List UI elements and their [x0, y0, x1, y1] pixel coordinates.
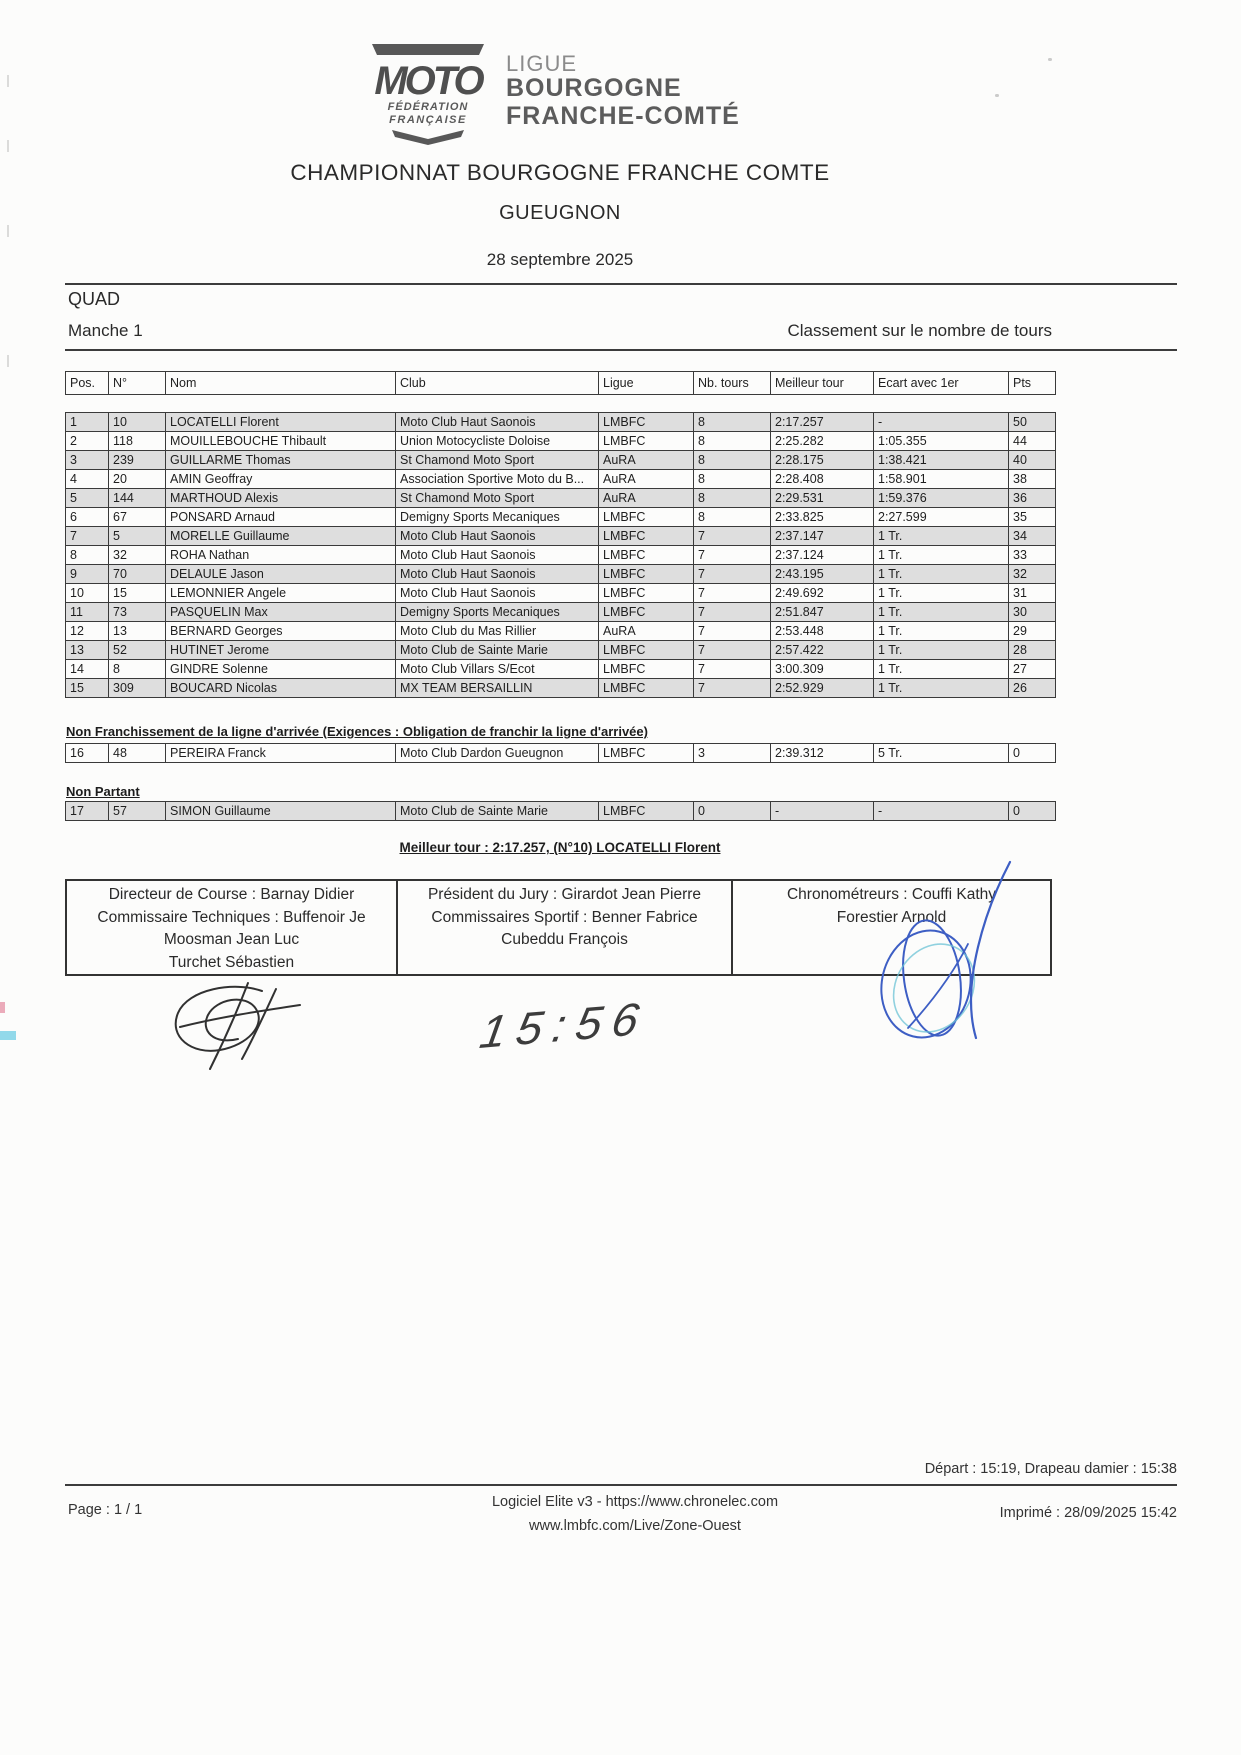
cell-pts: 32: [1009, 565, 1056, 584]
cell-pts: 0: [1009, 802, 1056, 821]
cell-pos: 9: [66, 565, 109, 584]
cell-num: 118: [109, 432, 166, 451]
software-line1: Logiciel Elite v3 - https://www.chronelec.com: [491, 1494, 779, 1510]
svg-text:FÉDÉRATION: FÉDÉRATION: [387, 101, 469, 113]
signature-blue-icon: [848, 856, 1023, 1051]
cell-pos: 6: [66, 508, 109, 527]
cell-club: MX TEAM BERSAILLIN: [396, 679, 599, 698]
official-line: Moosman Jean Luc: [163, 931, 300, 948]
cell-gap: 1 Tr.: [874, 584, 1009, 603]
cell-gap: 1 Tr.: [874, 622, 1009, 641]
cell-tours: 7: [694, 660, 771, 679]
cell-nom: MORELLE Guillaume: [166, 527, 396, 546]
cell-tours: 0: [694, 802, 771, 821]
heat-label: Manche 1: [68, 321, 143, 340]
cell-ligue: LMBFC: [599, 679, 694, 698]
cell-club: Moto Club de Sainte Marie: [396, 802, 599, 821]
official-line: Forestier Arnold: [836, 908, 947, 926]
cell-pts: 29: [1009, 622, 1056, 641]
cell-club: Moto Club Haut Saonois: [396, 565, 599, 584]
cell-best: 2:29.531: [771, 489, 874, 508]
cell-ligue: LMBFC: [599, 508, 694, 527]
official-line: Turchet Sébastien: [168, 953, 295, 971]
cell-gap: 1 Tr.: [874, 641, 1009, 660]
official-line: Commissaire Techniques : Buffenoir Je: [97, 908, 366, 926]
cell-pos: 13: [66, 641, 109, 660]
scan-artifact-pink: [0, 1002, 5, 1013]
cell-pts: 28: [1009, 641, 1056, 660]
cell-gap: 1:59.376: [874, 489, 1009, 508]
cell-pts: 35: [1009, 508, 1056, 527]
result-row: [66, 679, 1056, 698]
page-title: CHAMPIONNAT BOURGOGNE FRANCHE COMTE: [290, 160, 830, 185]
cell-gap: 1 Tr.: [874, 527, 1009, 546]
start-finish-times: Départ : 15:19, Drapeau damier : 15:38: [924, 1461, 1177, 1477]
official-line: Président du Jury : Girardot Jean Pierre: [427, 886, 702, 903]
non-starters-title: Non Partant: [66, 784, 140, 799]
cell-ligue: LMBFC: [599, 527, 694, 546]
cell-best: 2:37.124: [771, 546, 874, 565]
cell-pts: 31: [1009, 584, 1056, 603]
cell-num: 239: [109, 451, 166, 470]
cell-club: Moto Club Haut Saonois: [396, 546, 599, 565]
col-header-gap: Ecart avec 1er: [874, 372, 1009, 395]
printed-timestamp: Imprimé : 28/09/2025 15:42: [999, 1505, 1177, 1521]
cell-pts: 34: [1009, 527, 1056, 546]
cell-club: St Chamond Moto Sport: [396, 489, 599, 508]
cell-best: 2:49.692: [771, 584, 874, 603]
cell-nom: MARTHOUD Alexis: [166, 489, 396, 508]
result-row: [66, 489, 1056, 508]
result-row: [66, 744, 1056, 763]
cell-nom: BERNARD Georges: [166, 622, 396, 641]
cell-num: 309: [109, 679, 166, 698]
cell-nom: LOCATELLI Florent: [166, 413, 396, 432]
cell-num: 52: [109, 641, 166, 660]
official-line: Cubeddu François: [501, 931, 628, 948]
officials-col-jury: [398, 881, 733, 974]
cell-tours: 7: [694, 603, 771, 622]
cell-pts: 30: [1009, 603, 1056, 622]
cell-gap: 1 Tr.: [874, 660, 1009, 679]
cell-club: Moto Club Dardon Gueugnon: [396, 744, 599, 763]
cell-gap: 1 Tr.: [874, 603, 1009, 622]
result-row: [66, 508, 1056, 527]
result-row: [66, 660, 1056, 679]
cell-ligue: AuRA: [599, 470, 694, 489]
cell-club: Moto Club Haut Saonois: [396, 413, 599, 432]
event-date: 28 septembre 2025: [486, 250, 634, 269]
cell-pos: 2: [66, 432, 109, 451]
cell-num: 8: [109, 660, 166, 679]
best-lap-line: Meilleur tour : 2:17.257, (N°10) LOCATELLI Florent: [399, 840, 721, 855]
result-row: [66, 527, 1056, 546]
cell-gap: 2:27.599: [874, 508, 1009, 527]
cell-club: Moto Club Haut Saonois: [396, 527, 599, 546]
cell-gap: 1 Tr.: [874, 679, 1009, 698]
cell-pts: 44: [1009, 432, 1056, 451]
official-line: Commissaires Sportif : Benner Fabrice: [431, 908, 698, 926]
cell-num: 13: [109, 622, 166, 641]
category-label: QUAD: [68, 289, 121, 309]
cell-num: 57: [109, 802, 166, 821]
cell-best: 2:51.847: [771, 603, 874, 622]
cell-nom: PONSARD Arnaud: [166, 508, 396, 527]
cell-nom: DELAULE Jason: [166, 565, 396, 584]
result-row: [66, 603, 1056, 622]
divider: [65, 1484, 1177, 1486]
cell-best: 2:57.422: [771, 641, 874, 660]
cell-ligue: LMBFC: [599, 584, 694, 603]
cell-num: 32: [109, 546, 166, 565]
moto-logo-text: MOTO: [374, 59, 482, 103]
cell-pos: 7: [66, 527, 109, 546]
officials-col-race-direction: [67, 881, 398, 974]
ffm-moto-logo: [362, 42, 494, 150]
ligue-line2: BOURGOGNE: [506, 74, 682, 103]
cell-ligue: LMBFC: [599, 413, 694, 432]
col-header-num: N°: [109, 372, 166, 395]
cell-pts: 0: [1009, 744, 1056, 763]
ligue-line3: FRANCHE-COMTÉ: [506, 102, 740, 131]
cell-gap: 5 Tr.: [874, 744, 1009, 763]
cell-pos: 11: [66, 603, 109, 622]
cell-num: 20: [109, 470, 166, 489]
cell-num: 70: [109, 565, 166, 584]
divider: [65, 349, 1177, 351]
cell-nom: BOUCARD Nicolas: [166, 679, 396, 698]
cell-club: Moto Club du Mas Rillier: [396, 622, 599, 641]
venue-title: GUEUGNON: [499, 202, 621, 224]
software-line2: www.lmbfc.com/Live/Zone-Ouest: [529, 1518, 741, 1534]
cell-gap: 1:38.421: [874, 451, 1009, 470]
cell-num: 10: [109, 413, 166, 432]
cell-ligue: LMBFC: [599, 660, 694, 679]
cell-num: 15: [109, 584, 166, 603]
cell-tours: 8: [694, 451, 771, 470]
cell-tours: 7: [694, 527, 771, 546]
scan-artifact-cyan: [0, 1031, 16, 1040]
cell-nom: GUILLARME Thomas: [166, 451, 396, 470]
results-table: [65, 412, 1056, 698]
cell-ligue: LMBFC: [599, 546, 694, 565]
cell-nom: PASQUELIN Max: [166, 603, 396, 622]
cell-tours: 8: [694, 508, 771, 527]
cell-nom: MOUILLEBOUCHE Thibault: [166, 432, 396, 451]
cell-club: Moto Club Haut Saonois: [396, 584, 599, 603]
cell-best: 2:33.825: [771, 508, 874, 527]
official-line: Chronométreurs : Couffi Kathy: [786, 886, 997, 903]
cell-gap: 1 Tr.: [874, 546, 1009, 565]
cell-tours: 8: [694, 413, 771, 432]
cell-tours: 7: [694, 546, 771, 565]
cell-pts: 40: [1009, 451, 1056, 470]
non-finishers-title: Non Franchissement de la ligne d'arrivée (Exigences : Obligation de franchir la ligne d'arrivée): [66, 724, 648, 739]
cell-pos: 15: [66, 679, 109, 698]
cell-nom: AMIN Geoffray: [166, 470, 396, 489]
cell-club: St Chamond Moto Sport: [396, 451, 599, 470]
non-finishers-table: [65, 743, 1056, 763]
result-row: [66, 641, 1056, 660]
cell-nom: GINDRE Solenne: [166, 660, 396, 679]
cell-ligue: LMBFC: [599, 641, 694, 660]
cell-pts: 27: [1009, 660, 1056, 679]
cell-gap: 1:58.901: [874, 470, 1009, 489]
col-header-pts: Pts: [1009, 372, 1056, 395]
scan-artifact-dot: [1048, 58, 1052, 61]
cell-gap: 1 Tr.: [874, 565, 1009, 584]
cell-best: 2:28.408: [771, 470, 874, 489]
classification-label: Classement sur le nombre de tours: [787, 321, 1052, 340]
cell-gap: -: [874, 413, 1009, 432]
cell-ligue: AuRA: [599, 489, 694, 508]
cell-best: 3:00.309: [771, 660, 874, 679]
result-row: [66, 413, 1056, 432]
result-row: [66, 802, 1056, 821]
cell-tours: 7: [694, 622, 771, 641]
cell-pos: 12: [66, 622, 109, 641]
cell-club: Demigny Sports Mecaniques: [396, 508, 599, 527]
cell-tours: 7: [694, 565, 771, 584]
divider: [65, 283, 1177, 285]
col-header-best: Meilleur tour: [771, 372, 874, 395]
cell-tours: 8: [694, 470, 771, 489]
cell-nom: HUTINET Jerome: [166, 641, 396, 660]
signature-black-icon: [150, 975, 320, 1075]
cell-gap: -: [874, 802, 1009, 821]
result-row: [66, 584, 1056, 603]
cell-nom: SIMON Guillaume: [166, 802, 396, 821]
scan-artifact-tick: [7, 225, 9, 237]
cell-tours: 7: [694, 641, 771, 660]
cell-ligue: LMBFC: [599, 744, 694, 763]
official-line: Directeur de Course : Barnay Didier: [108, 886, 355, 903]
cell-num: 144: [109, 489, 166, 508]
results-header-row: [65, 371, 1056, 395]
cell-nom: PEREIRA Franck: [166, 744, 396, 763]
cell-pos: 1: [66, 413, 109, 432]
scan-artifact-dot: [995, 94, 999, 97]
cell-pts: 33: [1009, 546, 1056, 565]
cell-ligue: AuRA: [599, 622, 694, 641]
moto-shield-icon: [362, 42, 494, 145]
result-row: [66, 622, 1056, 641]
cell-club: Moto Club Villars S/Ecot: [396, 660, 599, 679]
cell-pos: 10: [66, 584, 109, 603]
result-row: [66, 546, 1056, 565]
cell-pos: 5: [66, 489, 109, 508]
cell-num: 67: [109, 508, 166, 527]
cell-pos: 17: [66, 802, 109, 821]
result-row: [66, 565, 1056, 584]
cell-pos: 3: [66, 451, 109, 470]
svg-text:FRANÇAISE: FRANÇAISE: [389, 114, 467, 126]
cell-tours: 8: [694, 432, 771, 451]
cell-pos: 16: [66, 744, 109, 763]
cell-ligue: LMBFC: [599, 603, 694, 622]
cell-pts: 36: [1009, 489, 1056, 508]
cell-best: 2:17.257: [771, 413, 874, 432]
cell-pos: 4: [66, 470, 109, 489]
header-row: [66, 372, 1056, 395]
cell-num: 5: [109, 527, 166, 546]
non-starters-table: [65, 801, 1056, 821]
result-row: [66, 432, 1056, 451]
result-row: [66, 451, 1056, 470]
handwritten-time: 15:56: [476, 991, 653, 1059]
col-header-club: Club: [396, 372, 599, 395]
cell-gap: 1:05.355: [874, 432, 1009, 451]
cell-ligue: LMBFC: [599, 565, 694, 584]
cell-best: 2:53.448: [771, 622, 874, 641]
cell-club: Association Sportive Moto du B...: [396, 470, 599, 489]
cell-ligue: LMBFC: [599, 432, 694, 451]
cell-best: 2:43.195: [771, 565, 874, 584]
cell-tours: 7: [694, 584, 771, 603]
scan-artifact-tick: [7, 355, 9, 367]
cell-pos: 14: [66, 660, 109, 679]
cell-club: Moto Club de Sainte Marie: [396, 641, 599, 660]
cell-best: 2:25.282: [771, 432, 874, 451]
cell-nom: ROHA Nathan: [166, 546, 396, 565]
cell-tours: 8: [694, 489, 771, 508]
cell-num: 48: [109, 744, 166, 763]
cell-tours: 7: [694, 679, 771, 698]
cell-best: -: [771, 802, 874, 821]
col-header-tours: Nb. tours: [694, 372, 771, 395]
cell-club: Demigny Sports Mecaniques: [396, 603, 599, 622]
scan-artifact-tick: [7, 140, 9, 152]
col-header-pos: Pos.: [66, 372, 109, 395]
scan-artifact-tick: [7, 75, 9, 87]
cell-best: 2:37.147: [771, 527, 874, 546]
cell-nom: LEMONNIER Angele: [166, 584, 396, 603]
cell-pos: 8: [66, 546, 109, 565]
cell-best: 2:52.929: [771, 679, 874, 698]
cell-best: 2:39.312: [771, 744, 874, 763]
col-header-nom: Nom: [166, 372, 396, 395]
cell-tours: 3: [694, 744, 771, 763]
cell-club: Union Motocycliste Doloise: [396, 432, 599, 451]
page-number: Page : 1 / 1: [68, 1502, 143, 1518]
result-row: [66, 470, 1056, 489]
cell-best: 2:28.175: [771, 451, 874, 470]
ligue-wordmark: [506, 52, 740, 130]
cell-ligue: AuRA: [599, 451, 694, 470]
cell-pts: 26: [1009, 679, 1056, 698]
cell-ligue: LMBFC: [599, 802, 694, 821]
ligue-line1: LIGUE: [506, 51, 578, 76]
cell-pts: 38: [1009, 470, 1056, 489]
cell-num: 73: [109, 603, 166, 622]
cell-pts: 50: [1009, 413, 1056, 432]
col-header-ligue: Ligue: [599, 372, 694, 395]
